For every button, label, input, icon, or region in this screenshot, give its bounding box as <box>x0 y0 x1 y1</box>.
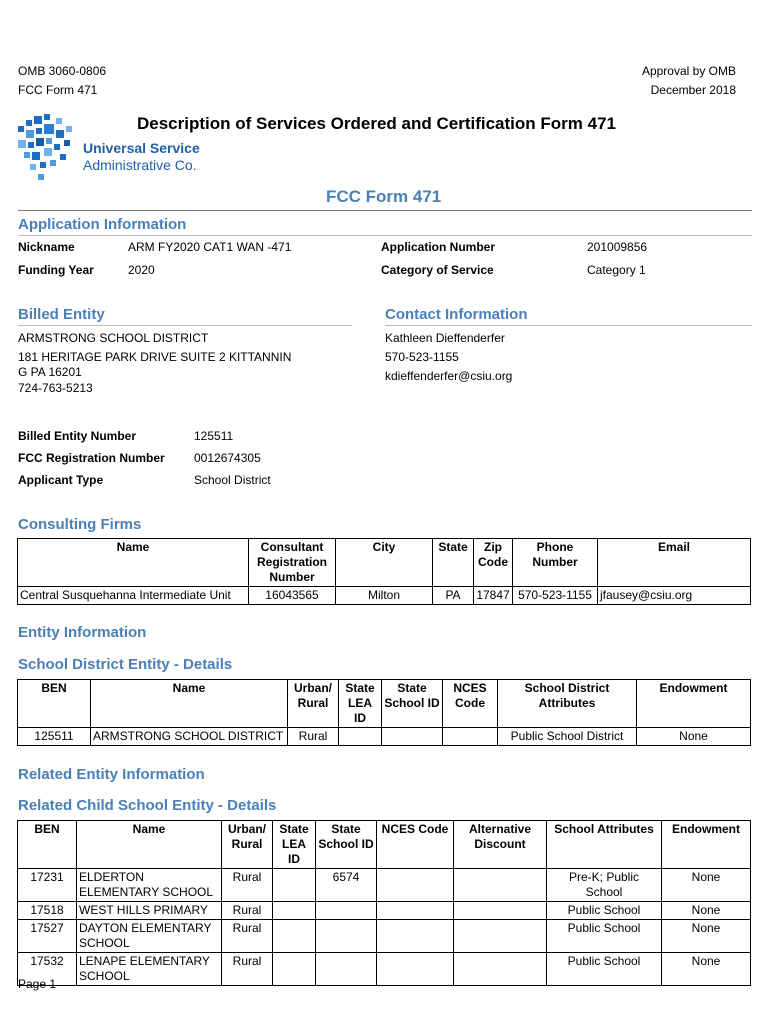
child-details-title: Related Child School Entity - Details <box>18 797 277 814</box>
application-section-title: Application Information <box>18 216 187 233</box>
col-state-school: State School ID <box>382 680 443 728</box>
contact-title: Contact Information <box>385 306 528 323</box>
child-endowment: None <box>662 902 751 920</box>
district-name: ARMSTRONG SCHOOL DISTRICT <box>91 728 288 746</box>
col-state-school: State School ID <box>316 821 377 869</box>
category-label: Category of Service <box>381 263 494 277</box>
child-urban-rural: Rural <box>222 920 273 953</box>
col-nces: NCES Code <box>377 821 454 869</box>
district-state-lea <box>339 728 382 746</box>
child-attributes: Public School <box>547 920 662 953</box>
form-title: FCC Form 471 <box>326 187 442 206</box>
child-alt-discount <box>454 869 547 902</box>
consultant-city: Milton <box>336 587 433 605</box>
col-city: City <box>336 539 433 587</box>
col-name: Name <box>77 821 222 869</box>
consultant-reg: 16043565 <box>249 587 336 605</box>
col-nces: NCES Code <box>443 680 498 728</box>
district-urban-rural: Rural <box>288 728 339 746</box>
logo-line2: Administrative Co. <box>83 157 197 173</box>
child-alt-discount <box>454 920 547 953</box>
col-name: Name <box>18 539 249 587</box>
child-state-school <box>316 920 377 953</box>
child-ben: 17532 <box>18 953 77 986</box>
col-district-attributes: School District Attributes <box>498 680 637 728</box>
district-table <box>17 679 751 746</box>
child-endowment: None <box>662 920 751 953</box>
col-ben: BEN <box>18 821 77 869</box>
billed-entity-name: ARMSTRONG SCHOOL DISTRICT <box>18 331 209 345</box>
table-row <box>18 728 751 746</box>
child-name: WEST HILLS PRIMARY <box>77 902 222 920</box>
contact-phone: 570-523-1155 <box>385 350 459 364</box>
col-alt-discount: Alternative Discount <box>454 821 547 869</box>
child-urban-rural: Rural <box>222 953 273 986</box>
nickname-label: Nickname <box>18 240 75 254</box>
child-state-school <box>316 953 377 986</box>
child-state-school: 6574 <box>316 869 377 902</box>
district-nces <box>443 728 498 746</box>
child-header-row <box>18 821 751 869</box>
consultant-phone: 570-523-1155 <box>513 587 598 605</box>
district-ben: 125511 <box>18 728 91 746</box>
district-state-school <box>382 728 443 746</box>
child-state-lea <box>273 920 316 953</box>
funding-year-value: 2020 <box>128 263 155 277</box>
child-state-lea <box>273 953 316 986</box>
col-state: State <box>433 539 474 587</box>
applicant-type-label: Applicant Type <box>18 473 104 487</box>
consulting-table <box>17 538 751 605</box>
applicant-type-value: School District <box>194 473 271 487</box>
category-value: Category 1 <box>587 263 646 277</box>
consultant-email: jfausey@csiu.org <box>598 587 751 605</box>
child-state-lea <box>273 869 316 902</box>
district-header-row <box>18 680 751 728</box>
form-number: FCC Form 471 <box>18 83 98 97</box>
consulting-header-row <box>18 539 751 587</box>
child-ben: 17527 <box>18 920 77 953</box>
table-row <box>18 953 751 986</box>
child-attributes: Public School <box>547 953 662 986</box>
district-endowment: None <box>637 728 751 746</box>
consultant-state: PA <box>433 587 474 605</box>
child-endowment: None <box>662 953 751 986</box>
document-title: Description of Services Ordered and Certification Form 471 <box>137 114 616 133</box>
col-name: Name <box>91 680 288 728</box>
child-ben: 17518 <box>18 902 77 920</box>
table-row <box>18 902 751 920</box>
contact-name: Kathleen Dieffenderfer <box>385 331 505 345</box>
child-ben: 17231 <box>18 869 77 902</box>
consultant-zip: 17847 <box>474 587 513 605</box>
col-state-lea: State LEA ID <box>339 680 382 728</box>
page-number: Page 1 <box>18 977 57 991</box>
col-urban-rural: Urban/ Rural <box>288 680 339 728</box>
col-phone: Phone Number <box>513 539 598 587</box>
billed-entity-phone: 724-763-5213 <box>18 381 93 395</box>
child-alt-discount <box>454 953 547 986</box>
child-nces <box>377 869 454 902</box>
col-zip: Zip Code <box>474 539 513 587</box>
application-number-label: Application Number <box>381 240 496 254</box>
frn-value: 0012674305 <box>194 451 261 465</box>
child-state-school <box>316 902 377 920</box>
child-name: LENAPE ELEMENTARY SCHOOL <box>77 953 222 986</box>
ben-label: Billed Entity Number <box>18 429 137 443</box>
nickname-value: ARM FY2020 CAT1 WAN -471 <box>128 240 292 254</box>
contact-email: kdieffenderfer@csiu.org <box>385 369 513 383</box>
billed-entity-address-1: 181 HERITAGE PARK DRIVE SUITE 2 KITTANNIN <box>18 350 292 364</box>
col-state-lea: State LEA ID <box>273 821 316 869</box>
district-details-title: School District Entity - Details <box>18 656 233 673</box>
table-row <box>18 587 751 605</box>
consultant-name: Central Susquehanna Intermediate Unit <box>18 587 249 605</box>
funding-year-label: Funding Year <box>18 263 94 277</box>
child-nces <box>377 920 454 953</box>
billed-entity-rule <box>18 325 352 326</box>
billed-entity-title: Billed Entity <box>18 306 105 323</box>
child-attributes: Public School <box>547 902 662 920</box>
title-rule <box>18 210 752 211</box>
application-number-value: 201009856 <box>587 240 648 254</box>
col-endowment: Endowment <box>637 680 751 728</box>
billed-entity-address-2: G PA 16201 <box>18 365 82 379</box>
usac-logo-icon <box>16 112 78 184</box>
child-urban-rural: Rural <box>222 869 273 902</box>
col-urban-rural: Urban/ Rural <box>222 821 273 869</box>
child-urban-rural: Rural <box>222 902 273 920</box>
omb-number: OMB 3060-0806 <box>18 64 107 78</box>
col-ben: BEN <box>18 680 91 728</box>
approval-date: December 2018 <box>650 83 736 97</box>
ben-value: 125511 <box>194 429 234 443</box>
child-school-table <box>17 820 751 986</box>
district-attributes: Public School District <box>498 728 637 746</box>
child-nces <box>377 953 454 986</box>
usac-logo <box>16 112 78 184</box>
consulting-title: Consulting Firms <box>18 516 142 533</box>
col-consultant-reg: Consultant Registration Number <box>249 539 336 587</box>
approval-label: Approval by OMB <box>641 64 736 78</box>
child-name: ELDERTON ELEMENTARY SCHOOL <box>77 869 222 902</box>
child-state-lea <box>273 902 316 920</box>
child-endowment: None <box>662 869 751 902</box>
child-name: DAYTON ELEMENTARY SCHOOL <box>77 920 222 953</box>
col-email: Email <box>598 539 751 587</box>
application-rule <box>18 235 752 236</box>
entity-info-title: Entity Information <box>18 624 147 641</box>
related-info-title: Related Entity Information <box>18 766 205 783</box>
child-alt-discount <box>454 902 547 920</box>
child-attributes: Pre-K; Public School <box>547 869 662 902</box>
col-school-attributes: School Attributes <box>547 821 662 869</box>
logo-line1: Universal Service <box>83 140 200 156</box>
child-nces <box>377 902 454 920</box>
col-endowment: Endowment <box>662 821 751 869</box>
frn-label: FCC Registration Number <box>18 451 165 465</box>
table-row <box>18 920 751 953</box>
contact-rule <box>385 325 752 326</box>
table-row <box>18 869 751 902</box>
